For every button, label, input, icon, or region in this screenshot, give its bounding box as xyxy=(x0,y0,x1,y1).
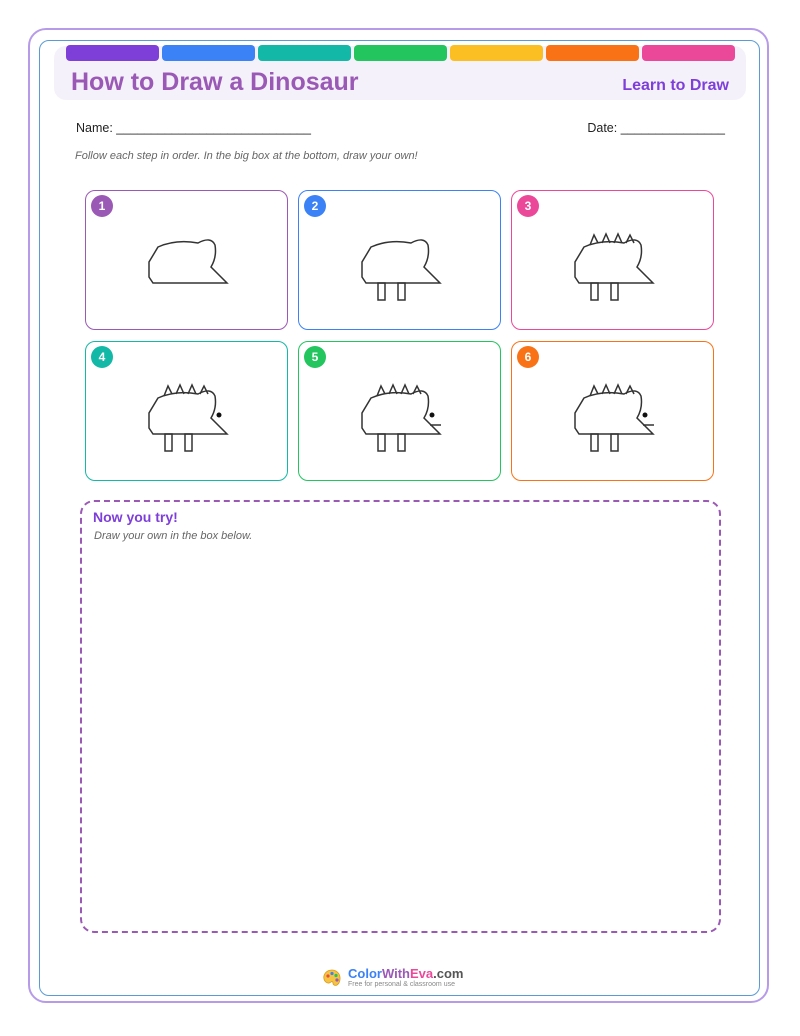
step-box-5 xyxy=(298,341,501,481)
practice-title: Now you try! xyxy=(93,509,178,525)
step-number-badge: 4 xyxy=(91,346,113,368)
rainbow-segment xyxy=(546,45,639,61)
step-box-3 xyxy=(511,190,714,330)
step-number-badge: 2 xyxy=(304,195,326,217)
name-field[interactable]: Name: ____________________________ xyxy=(76,121,311,135)
page-title: How to Draw a Dinosaur xyxy=(71,68,359,96)
footer-tagline: Free for personal & classroom use xyxy=(348,981,455,988)
rainbow-segment xyxy=(354,45,447,61)
footer xyxy=(322,967,463,989)
date-field[interactable]: Date: _______________ xyxy=(587,121,725,135)
step-number-badge: 6 xyxy=(517,346,539,368)
rainbow-segment xyxy=(162,45,255,61)
rainbow-segment xyxy=(642,45,735,61)
brand-part: Eva xyxy=(410,966,434,981)
step-number-badge: 1 xyxy=(91,195,113,217)
step-number-badge: 3 xyxy=(517,195,539,217)
palette-icon xyxy=(322,968,342,988)
rainbow-segment xyxy=(66,45,159,61)
practice-drawing-area[interactable] xyxy=(80,500,721,933)
dinosaur-step-4-drawing xyxy=(86,342,289,482)
dinosaur-step-5-drawing xyxy=(299,342,502,482)
brand-name[interactable] xyxy=(348,967,463,980)
rainbow-segment xyxy=(258,45,351,61)
step-box-4 xyxy=(85,341,288,481)
step-box-6 xyxy=(511,341,714,481)
header-tag: Learn to Draw xyxy=(622,77,729,94)
dinosaur-step-3-drawing xyxy=(512,191,715,331)
practice-subtitle: Draw your own in the box below. xyxy=(94,530,253,542)
dinosaur-step-6-drawing xyxy=(512,342,715,482)
step-number-badge: 5 xyxy=(304,346,326,368)
instructions-text: Follow each step in order. In the big box at the bottom, draw your own! xyxy=(75,150,418,162)
step-box-2 xyxy=(298,190,501,330)
brand-part: With xyxy=(381,966,410,981)
rainbow-segment xyxy=(450,45,543,61)
step-box-1 xyxy=(85,190,288,330)
brand-part: Color xyxy=(348,966,382,981)
dinosaur-step-2-drawing xyxy=(299,191,502,331)
rainbow-bar xyxy=(66,45,735,61)
brand-part: .com xyxy=(433,966,464,981)
dinosaur-step-1-drawing xyxy=(86,191,289,331)
